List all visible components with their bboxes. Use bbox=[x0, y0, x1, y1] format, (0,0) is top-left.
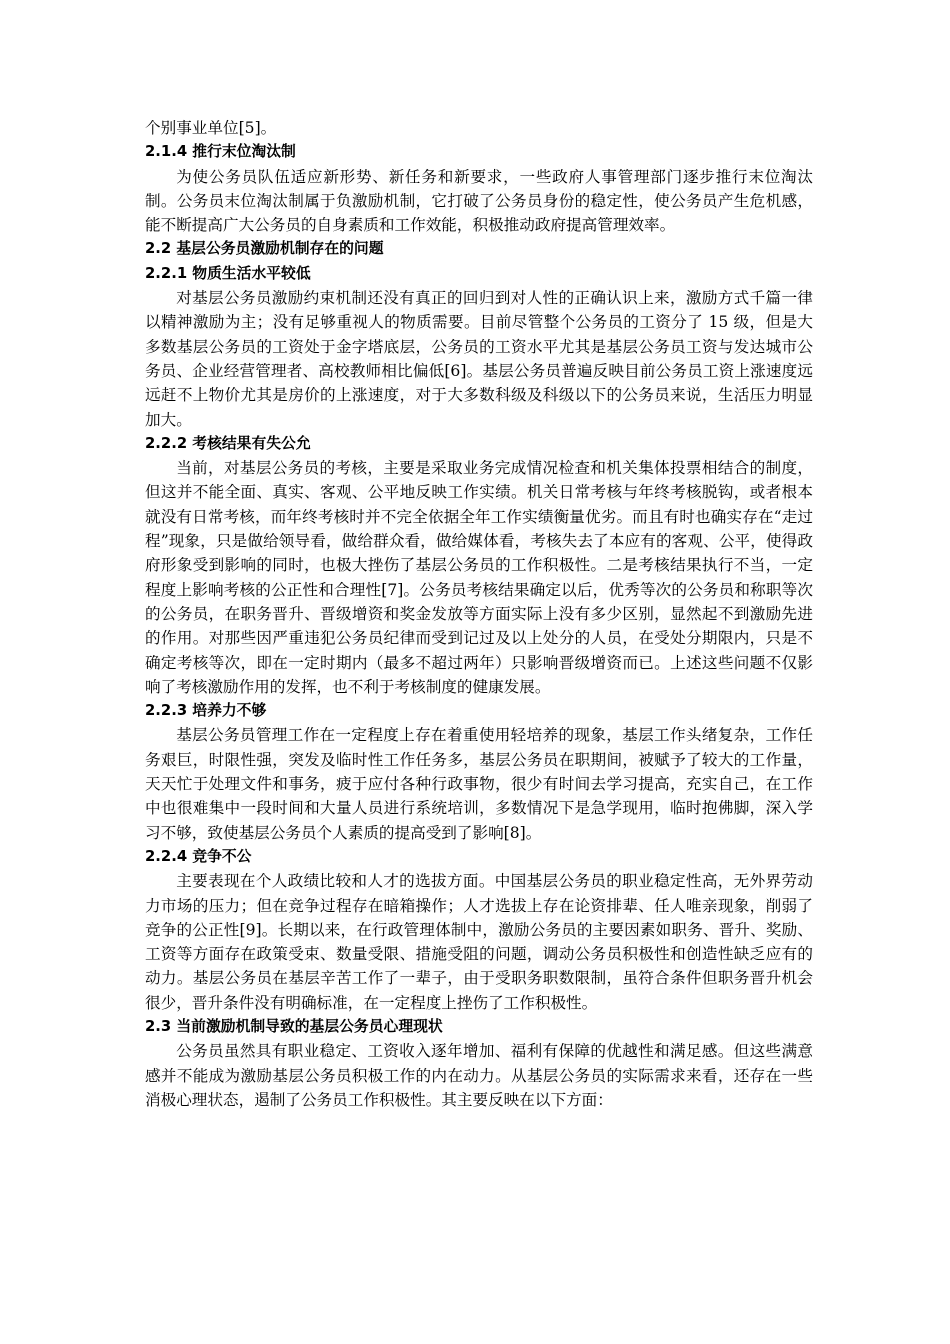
section-heading: 2.2.2 考核结果有失公允 bbox=[145, 434, 311, 452]
section-heading: 2.1.4 推行末位淘汰制 bbox=[145, 143, 296, 161]
paragraph: 基层公务员管理工作在一定程度上存在着重使用轻培养的现象，基层工作头绪复杂，工作任务艰巨，时限性强，突发及临时性工作任务多，基层公务员在职期间，被赋予了较大的工作量，天天忙于处理文件和事务，疲于应付各种行政事物，很少有时间去学习提高，充实自己，在工作中也很难集中一段时间和大量人员进行系统培训，多数情况下是急学现用，临时抱佛脚，深入学习不够，致使基层公务员个人素质的提高受到了影响[8]。 bbox=[145, 726, 813, 842]
section-heading: 2.2 基层公务员激励机制存在的问题 bbox=[145, 240, 384, 258]
section-heading: 2.3 当前激励机制导致的基层公务员心理现状 bbox=[145, 1017, 443, 1035]
paragraph: 当前，对基层公务员的考核，主要是采取业务完成情况检查和机关集体投票相结合的制度，但这并不能全面、真实、客观、公平地反映工作实绩。机关日常考核与年终考核脱钩，或者根本就没有日常考核，而年终考核时并不完全依据全年工作实绩衡量优劣。而且有时也确实存在“走过程”现象，只是做给领导看，做给群众看，做给媒体看，考核失去了本应有的客观、公平，使得政府形象受到影响的同时，也极大挫伤了基层公务员的工作积极性。二是考核结果执行不当，一定程度上影响考核的公正性和合理性[7]。公务员考核结果确定以后，优秀等次的公务员和称职等次的公务员，在职务晋升、晋级增资和奖金发放等方面实际上没有多少区别，显然起不到激励先进的作用。对那些因严重违犯公务员纪律而受到记过及以上处分的人员，在受处分期限内，只是不确定考核等次，即在一定时期内（最多不超过两年）只影响晋级增资而已。上述这些问题不仅影响了考核激励作用的发挥，也不利于考核制度的健康发展。 bbox=[145, 459, 813, 696]
section-heading: 2.2.3 培养力不够 bbox=[145, 702, 267, 720]
document-page bbox=[145, 116, 813, 1112]
section-heading: 2.2.4 竞争不公 bbox=[145, 847, 252, 865]
paragraph: 为使公务员队伍适应新形势、新任务和新要求，一些政府人事管理部门逐步推行末位淘汰制。公务员末位淘汰制属于负激励机制，它打破了公务员身份的稳定性，使公务员产生危机感，能不断提高广大公务员的自身素质和工作效能，积极推动政府提高管理效率。 bbox=[145, 167, 813, 235]
section-heading: 2.2.1 物质生活水平较低 bbox=[145, 264, 311, 282]
paragraph: 主要表现在个人政绩比较和人才的选拔方面。中国基层公务员的职业稳定性高，无外界劳动力市场的压力；但在竞争过程存在暗箱操作；人才选拔上存在论资排辈、任人唯亲现象，削弱了竞争的公正性[9]。长期以来，在行政管理体制中，激励公务员的主要因素如职务、晋升、奖励、工资等方面存在政策受束、数量受限、措施受阻的问题，调动公务员积极性和创造性缺乏应有的动力。基层公务员在基层辛苦工作了一辈子，由于受职务职数限制，虽符合条件但职务晋升机会很少，晋升条件没有明确标准，在一定程度上挫伤了工作积极性。 bbox=[145, 872, 813, 1012]
paragraph: 个别事业单位[5]。 bbox=[145, 119, 277, 137]
paragraph: 公务员虽然具有职业稳定、工资收入逐年增加、福利有保障的优越性和满足感。但这些满意感并不能成为激励基层公务员积极工作的内在动力。从基层公务员的实际需求来看，还存在一些消极心理状态，遏制了公务员工作积极性。其主要反映在以下方面： bbox=[145, 1042, 813, 1109]
paragraph: 对基层公务员激励约束机制还没有真正的回归到对人性的正确认识上来，激励方式千篇一律以精神激励为主；没有足够重视人的物质需要。目前尽管整个公务员的工资分了 15 级，但是大多数基层公务员的工资处于金字塔底层，公务员的工资水平尤其是基层公务员工资与发达城市公务员、企业经营管理者、高校教师相比偏低[6]。基层公务员普遍反映目前公务员工资上涨速度远远赶不上物价尤其是房价的上涨速度，对于大多数科级及科级以下的公务员来说，生活压力明显加大。 bbox=[145, 289, 813, 429]
